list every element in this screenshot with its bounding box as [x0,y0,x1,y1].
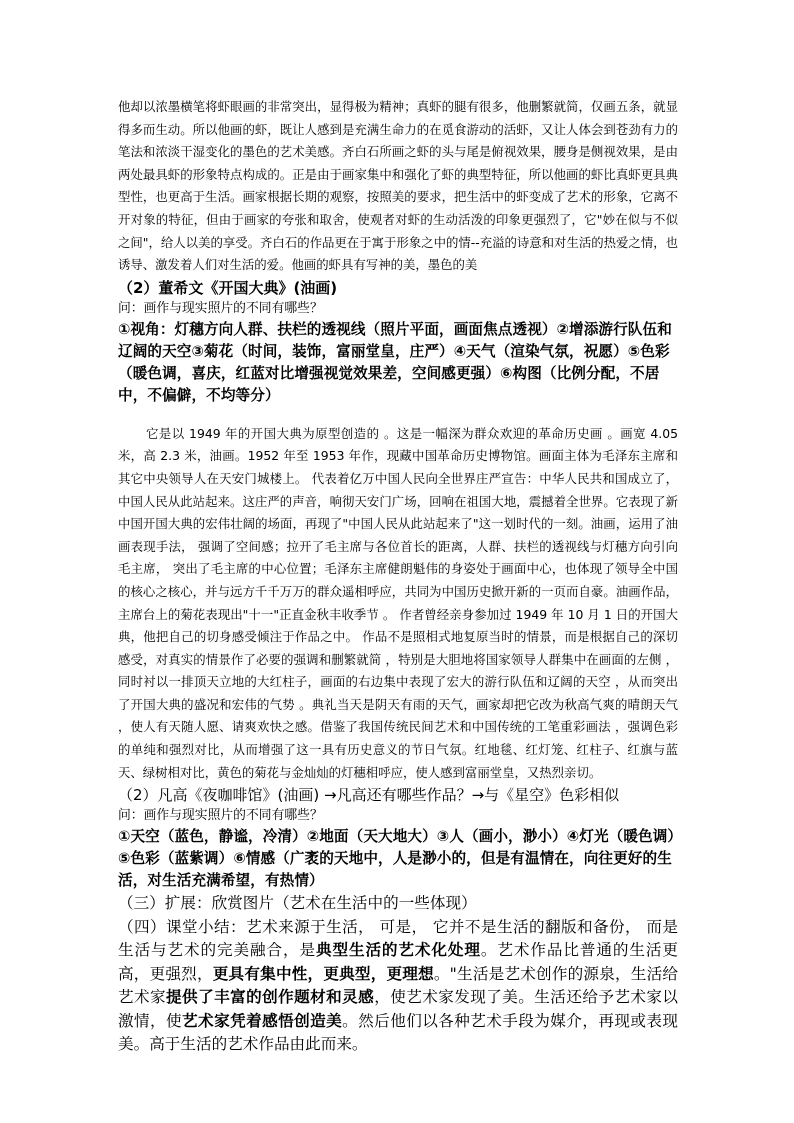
document-page [118,96,678,1057]
intro-paragraph: 他却以浓墨横笔将虾眼画的非常突出，显得极为精神；真虾的腿有很多，他删繁就简，仅画五条，就显得多而生动。所以他画的虾，既让人感到是充满生命力的在觅食游动的活虾，又让人体会到苍劲有力的笔法和浓淡干湿变化的墨色的艺术美感。齐白石所画之虾的头与尾是俯视效果，腰身是侧视效果，是由两处最具虾的形象特点构成的。正是由于画家集中和强化了虾的典型特征，所以他画的虾比真虾更具典型性，也更高于生活。画家根据长期的观察，按照美的要求，把生活中的虾变成了艺术的形象，它离不开对象的特征，但由于画家的夸张和取舍，使观者对虾的生动活泼的印象更强烈了，它"妙在似与不似之间"，给人以美的享受。齐白石的作品更在于寓于形象之中的情--充溢的诗意和对生活的热爱之情，也诱导、激发着人们对生活的爱。他画的虾具有写神的美，墨色的美 [118,99,678,273]
section-expand-text: （三）扩展：欣赏图片（艺术在生活中的一些体现） [118,894,477,913]
summary-part-4: ，使艺术家发现了美。生活还给予艺术家以激情，使 [118,988,678,1030]
section-vangogh-question: 问：画作与现实照片的不同有哪些？ [118,808,323,824]
section-vangogh-heading: （2）凡高《夜咖啡馆》(油画) →凡高还有哪些作品？→与《星空》色彩相似 [118,786,620,805]
section-summary [118,916,678,1057]
summary-part-1: （四）课堂小结：艺术来源于生活， 可是， 它并不是生活的翻版和备份， 而是生活与艺术的完美融合，是 [118,917,678,960]
spacer [118,407,678,423]
section-kaiguo-question: 问：画作与现实照片的不同有哪些？ [118,300,323,316]
summary-bold-4: 艺术家凭着感悟创造美 [182,1011,343,1030]
summary-part-5: 。然后他们以各种艺术手段为媒介，再现或表现美。高于生活的艺术作品由此而来。 [118,1011,678,1054]
section-kaiguo-heading: （2）董希文《开国大典》(油画) [118,278,338,297]
summary-bold-1: 典型生活的艺术化处理 [315,941,481,960]
summary-part-2: 。艺术作品比普通的生活更高，更强烈， [118,941,678,983]
section-kaiguo-answer: ①视角：灯穗方向人群、扶栏的透视线（照片平面，画面焦点透视）②增添游行队伍和辽阔的天空③菊花（时间，装饰，富丽堂皇，庄严）④天气（渲染气氛，祝愿）⑤色彩（暖色调，喜庆，红蓝对比增强视觉效果差，空间感更强）⑥构图（比例分配，不居中，不偏僻，不均等分） [118,320,672,404]
section-vangogh-answer: ①天空（蓝色，静谧，冷清）②地面（天大地大）③人（画小，渺小）④灯光（暖色调）⑤色彩（蓝紫调）⑥情感（广袤的天地中，人是渺小的，但是有温情在，向往更好的生活，对生活充满希望，有热情） [118,828,675,890]
summary-bold-2: 更具有集中性，更典型，更理想 [212,964,434,983]
summary-bold-3: 提供了丰富的创作题材和灵感 [166,988,375,1007]
summary-part-3: 。"生活是艺术创作的源泉，生活给艺术家 [118,964,678,1007]
section-kaiguo-description: 它是以 1949 年的开国大典为原型创造的 。这是一幅深为群众欢迎的革命历史画 。画宽 4.05 米，高 2.3 米，油画。1952 年至 1953 年作，现藏中国革命历史博物馆。画面主体为毛泽东主席和其它中央领导人在天安门城楼上。 代表着亿万中国人民向全世界庄严宣告：中华人民共和国成立了，中国人民从此站起来。这庄严的声音，响彻天安门广场，回响在祖国大地，震撼着全世界。它表现了新中国开国大典的宏伟壮阔的场面，再现了"中国人民从此站起来了"这一划时代的一刻。油画，运用了油画表现手法， 强调了空间感；拉开了毛主席与各位首长的距离，人群、扶栏的透视线与灯穗方向引向毛主席， 突出了毛主席的中心位置；毛泽东主席健朗魁伟的身姿处于画面中心，也体现了领导全中国的核心之核心，并与远方千千万万的群众遥相呼应，共同为中国历史掀开新的一页而自豪。油画作品，主席台上的菊花表现出"十一"正直金秋丰收季节 。 作者曾经亲身参加过 1949 年 10 月 1 日的开国大典，他把自己的切身感受倾注于作品之中。 作品不是照相式地复原当时的情景，而是根据自己的深切感受，对真实的情景作了必要的强调和删繁就简 ，特别是大胆地将国家领导人群集中在画面的左侧 ，同时衬以一排顶天立地的大红柱子，画面的右边集中表现了宏大的游行队伍和辽阔的天空 ，从而突出了开国大典的盛况和宏伟的气势 。典礼当天是阴天有雨的天气，画家却把它改为秋高气爽的晴朗天气 ，使人有天随人愿、请爽欢快之感。借鉴了我国传统民间艺术和中国传统的工笔重彩画法 ，强调色彩的单纯和强烈对比，从而增强了这一具有历史意义的节日气氛。红地毯、红灯笼、红柱子、红旗与蓝天、绿树相对比，黄色的菊花与金灿灿的灯穗相呼应，使人感到富丽堂皇，又热烈亲切。 [118,425,678,780]
